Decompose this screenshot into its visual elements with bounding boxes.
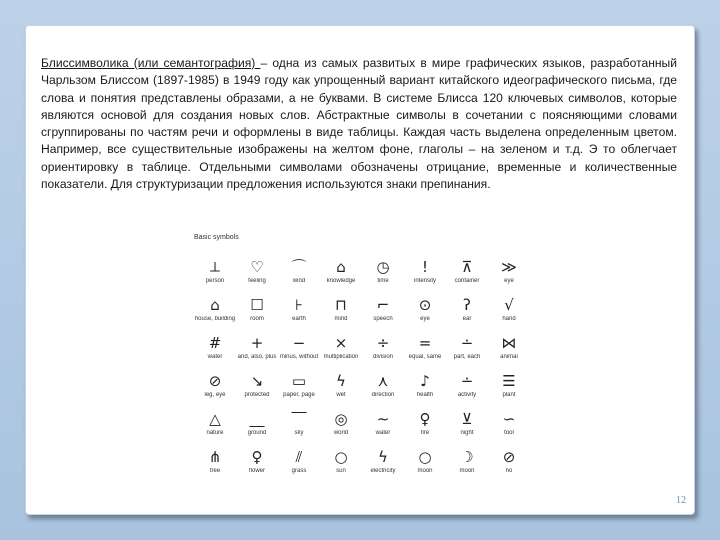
symbol-caption: paper, page <box>283 392 315 398</box>
symbol-cell <box>488 446 530 484</box>
symbol-caption: ear <box>462 316 472 322</box>
symbol-caption: hand <box>502 316 516 322</box>
symbol-cell <box>194 332 236 370</box>
symbol-caption: minus, without <box>279 354 319 360</box>
symbol-caption: ground <box>247 430 267 436</box>
symbol-caption: grass <box>291 468 307 474</box>
symbol-cell <box>194 446 236 484</box>
symbol-cell <box>320 256 362 294</box>
hand-symbol-icon: √ <box>504 296 514 314</box>
page-number: 12 <box>676 495 686 506</box>
symbol-cell <box>446 370 488 408</box>
person-symbol-icon: ⟂ <box>209 258 220 276</box>
symbol-caption: water <box>207 354 223 360</box>
grass-symbol-icon: ⫽ <box>295 448 303 466</box>
symbol-cell <box>446 294 488 332</box>
part-symbol-icon: ∸ <box>460 334 474 352</box>
symbol-cell <box>278 370 320 408</box>
eye-symbol-icon: ⊙ <box>418 296 432 314</box>
symbol-caption: sky <box>294 430 304 436</box>
sky-symbol-icon: ⎺ <box>291 410 307 428</box>
wet-symbol-icon: ϟ <box>336 372 346 390</box>
symbol-cell <box>320 294 362 332</box>
symbol-cell <box>236 256 278 294</box>
symbol-cell <box>488 408 530 446</box>
symbol-cell <box>194 408 236 446</box>
symbol-caption: plant <box>502 392 516 398</box>
symbol-cell <box>404 332 446 370</box>
symbol-cell <box>320 332 362 370</box>
triangle-symbol-icon: △ <box>209 410 221 428</box>
symbol-caption: flower <box>248 468 265 474</box>
health-symbol-icon: ♪ <box>420 372 430 390</box>
symbol-cell <box>446 446 488 484</box>
symbol-cell <box>236 408 278 446</box>
ear-symbol-icon: ʔ <box>463 296 471 314</box>
symbol-cell <box>362 370 404 408</box>
symbol-caption: tool <box>504 430 514 436</box>
symbol-cell <box>278 294 320 332</box>
symbol-caption: division <box>372 354 393 360</box>
house-outline-symbol-icon: ⌂ <box>336 258 346 276</box>
speech-symbol-icon: ⌐ <box>376 296 390 314</box>
direction-symbol-icon: ⋏ <box>377 372 389 390</box>
animal-symbol-icon: ⋈ <box>501 334 517 352</box>
flower-symbol-icon: ♀ <box>251 448 263 466</box>
symbol-caption: activity <box>457 392 477 398</box>
tilde-symbol-icon: ∽ <box>502 410 516 428</box>
arc-symbol-icon: ⌒ <box>291 258 307 276</box>
symbol-cell <box>278 446 320 484</box>
symbol-caption: health <box>416 392 434 398</box>
symbol-caption: moon <box>417 468 433 474</box>
symbol-caption: wind <box>292 278 306 284</box>
symbol-cell <box>404 446 446 484</box>
symbol-caption: fire <box>420 430 430 436</box>
symbol-caption: wet <box>336 392 346 398</box>
symbol-caption: room <box>250 316 264 322</box>
fire-symbol-icon: ♀ <box>419 410 431 428</box>
symbol-cell <box>404 256 446 294</box>
heart-symbol-icon: ♡ <box>250 258 264 276</box>
symbol-caption: time <box>377 278 389 284</box>
symbol-cell <box>278 408 320 446</box>
symbol-cell <box>236 370 278 408</box>
circle-symbol-icon: ○ <box>418 448 432 466</box>
division-symbol-icon: ÷ <box>376 334 390 352</box>
activity-symbol-icon: ∸ <box>460 372 474 390</box>
symbol-cell <box>446 332 488 370</box>
symbol-cell <box>488 256 530 294</box>
target-symbol-icon: ◎ <box>334 410 348 428</box>
symbol-caption: animal <box>500 354 518 360</box>
tree-symbol-icon: ⋔ <box>208 448 222 466</box>
symbol-cell <box>488 332 530 370</box>
container-symbol-icon: ⊼ <box>461 258 473 276</box>
symbol-caption: moon <box>459 468 475 474</box>
description-text: – одна из самых развитых в мире графических языков, разработанный Чарльзом Блиссом (1897-1985) в 1949 году как упрощенный вариант китайского идеографического письма, где слова и понятия представлены образами, а не буквами. В системе Блисса 120 ключевых символов, которые являются основой для создания новых слов. Абстрактные символы в сочетании с поясняющими словами сгруппированы по частям речи и оформлены в виде таблицы. Каждая часть выделена определенным цветом. Например, все существительные изображены на желтом фоне, глаголы – на зеленом и т.д. Э то облегчает ориентировку в таблице. Отдельными символами обозначены отрицание, временные и количественные показатели. Для структуризации предложения используются знаки препинания. <box>41 56 677 192</box>
plus-symbol-icon: + <box>250 334 264 352</box>
symbol-cell <box>404 370 446 408</box>
symbol-cell <box>278 256 320 294</box>
table-header: Basic symbols <box>194 234 239 241</box>
wave-symbol-icon: ∼ <box>376 410 390 428</box>
house-symbol-icon: ⌂ <box>210 296 220 314</box>
symbol-caption: feeling <box>248 278 266 284</box>
symbol-caption: and, also, plus <box>237 354 277 360</box>
symbol-cell <box>404 408 446 446</box>
sun-symbol-icon: ○ <box>334 448 348 466</box>
symbol-caption: knowledge <box>326 278 356 284</box>
symbol-caption: world <box>333 430 349 436</box>
symbol-cell <box>446 256 488 294</box>
symbol-caption: multiplication <box>323 354 359 360</box>
symbol-cell <box>446 408 488 446</box>
blissymbols-table <box>194 234 529 486</box>
symbol-cell <box>236 446 278 484</box>
symbol-caption: person <box>205 278 225 284</box>
paper-symbol-icon: ▭ <box>291 372 307 390</box>
symbol-caption: earth <box>292 316 306 322</box>
symbol-caption: container <box>454 278 480 284</box>
symbol-cell <box>236 332 278 370</box>
symbol-caption: part, each <box>453 354 481 360</box>
water-symbol-icon: # <box>208 334 222 352</box>
description-paragraph <box>41 55 677 193</box>
symbol-caption: water <box>375 430 391 436</box>
symbol-cell <box>362 446 404 484</box>
symbol-cell <box>362 408 404 446</box>
symbol-caption: intensity <box>413 278 436 284</box>
symbol-caption: eye <box>420 316 430 322</box>
symbol-caption: electricity <box>370 468 396 474</box>
symbol-caption: protected <box>244 392 270 398</box>
symbol-caption: house, building <box>194 316 236 322</box>
leg-symbol-icon: ⊘ <box>208 372 222 390</box>
symbol-caption: mind <box>334 316 348 322</box>
symbol-caption: no <box>505 468 513 474</box>
symbol-caption: equal, same <box>408 354 442 360</box>
room-symbol-icon: ☐ <box>250 296 264 314</box>
arrow-symbol-icon: ↘ <box>250 372 264 390</box>
symbol-caption: speech <box>373 316 393 322</box>
symbol-cell <box>320 370 362 408</box>
symbol-caption: night <box>460 430 474 436</box>
symbol-cell <box>320 408 362 446</box>
symbol-cell <box>194 256 236 294</box>
exclamation-symbol-icon: ! <box>421 258 428 276</box>
times-symbol-icon: × <box>334 334 348 352</box>
symbol-cell <box>362 332 404 370</box>
symbol-cell <box>278 332 320 370</box>
action-symbol-icon: ≫ <box>501 258 517 276</box>
symbol-caption: tree <box>209 468 221 474</box>
symbol-cell <box>404 294 446 332</box>
plant-symbol-icon: ☰ <box>502 372 516 390</box>
earth-symbol-icon: ⊦ <box>295 296 303 314</box>
symbol-cell <box>362 256 404 294</box>
minus-symbol-icon: − <box>292 334 306 352</box>
clock-symbol-icon: ◷ <box>376 258 390 276</box>
symbol-caption: leg, eye <box>204 392 226 398</box>
lightning-symbol-icon: ϟ <box>378 448 388 466</box>
equal-symbol-icon: = <box>418 334 432 352</box>
symbol-cell <box>488 294 530 332</box>
symbol-cell <box>194 370 236 408</box>
symbol-cell <box>194 294 236 332</box>
symbol-cell <box>320 446 362 484</box>
symbol-cell <box>236 294 278 332</box>
no-symbol-icon: ⊘ <box>502 448 516 466</box>
symbol-cell <box>488 370 530 408</box>
slide <box>25 25 695 515</box>
term-blissymbolics: Блиссимволика (или семантография) <box>41 56 261 70</box>
symbol-caption: nature <box>206 430 224 436</box>
mind-symbol-icon: ⊓ <box>335 296 347 314</box>
ground-symbol-icon: ⎽ <box>249 410 265 428</box>
symbol-caption: direction <box>371 392 395 398</box>
symbol-cell <box>362 294 404 332</box>
night-symbol-icon: ⊻ <box>461 410 473 428</box>
symbol-caption: eye <box>504 278 514 284</box>
moon-symbol-icon: ☽ <box>460 448 474 466</box>
symbol-caption: sun <box>336 468 346 474</box>
